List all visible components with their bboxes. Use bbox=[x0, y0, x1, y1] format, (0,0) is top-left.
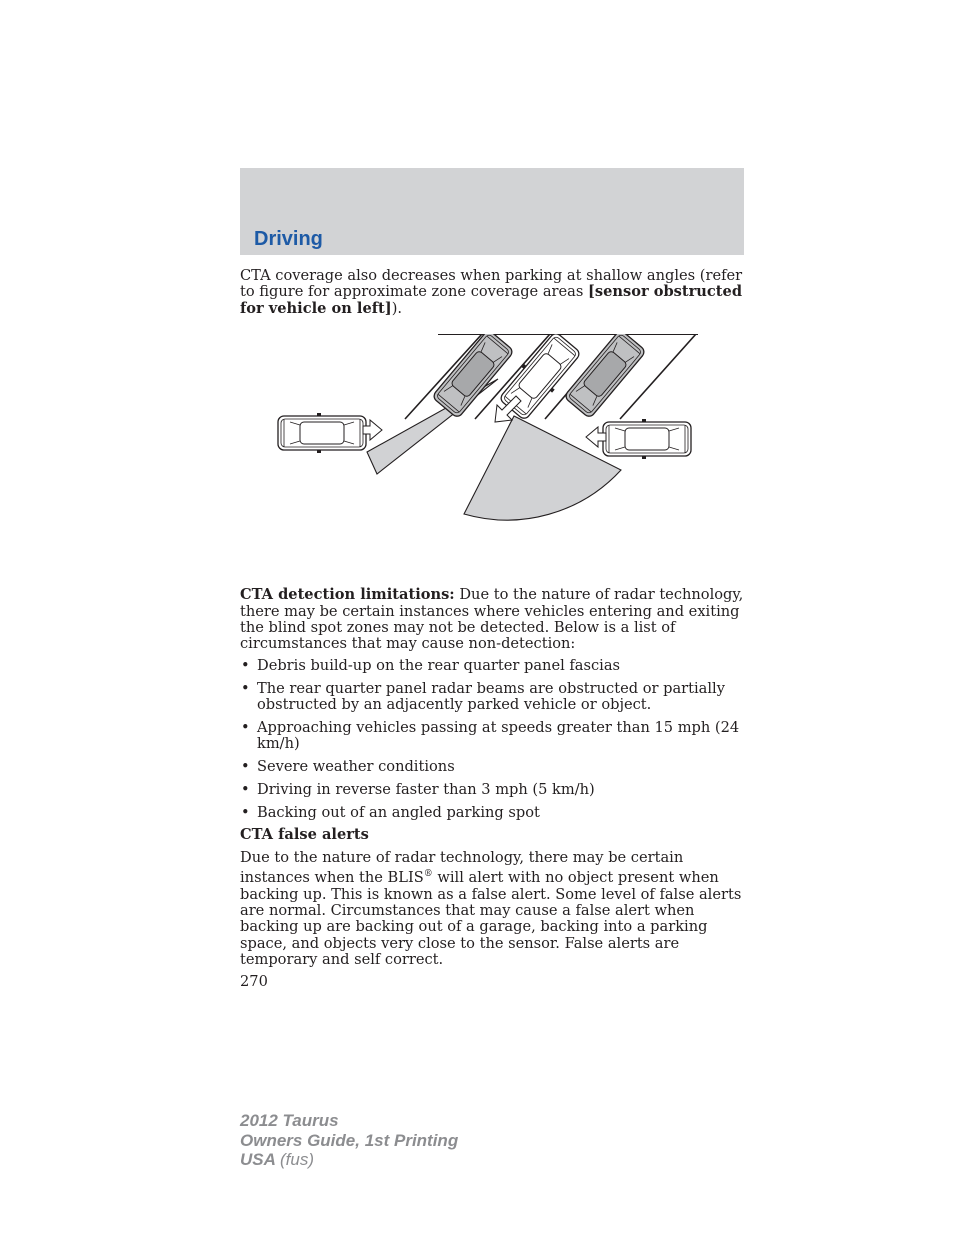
limitations-lead: CTA detection limitations: bbox=[240, 586, 455, 604]
page-number: 270 bbox=[240, 972, 268, 990]
page-content bbox=[240, 268, 744, 990]
intro-bold-text: [sensor obstructed for vehicle on left] bbox=[240, 283, 743, 317]
list-item: • Debris build-up on the rear quarter panel fascias bbox=[240, 658, 744, 674]
footer-region-main: USA bbox=[240, 1150, 276, 1169]
list-item: • The rear quarter panel radar beams are obstructed or partially obstructed by an adjacently parked vehicle or object. bbox=[240, 681, 744, 714]
false-alerts-text-before: Due to the nature of radar technology, there may be certain instances when the BLIS bbox=[240, 848, 684, 887]
limitations-text: Due to the nature of radar technology, there may be certain instances where vehicles entering and exiting the blind spot zones may not be detected. Below is a list of circumstances that may cause non-detection: bbox=[240, 586, 744, 653]
section-title: Driving bbox=[254, 228, 323, 250]
document-footer bbox=[240, 1111, 458, 1170]
footer-region bbox=[240, 1150, 458, 1170]
list-item: • Approaching vehicles passing at speeds greater than 15 mph (24 km/h) bbox=[240, 720, 744, 753]
footer-model: 2012 Taurus bbox=[240, 1111, 339, 1130]
list-item: • Severe weather conditions bbox=[240, 759, 744, 775]
approaching-car-left bbox=[278, 413, 366, 453]
section-header-band bbox=[240, 168, 744, 255]
parked-car-right bbox=[564, 334, 647, 419]
intro-tail: ). bbox=[391, 299, 403, 317]
list-item: • Driving in reverse faster than 3 mph (5 km/h) bbox=[240, 782, 744, 798]
registered-mark: ® bbox=[423, 869, 433, 880]
false-alerts-text-after: will alert with no object present when backing up. This is known as a false alert. Some level of false alerts are normal. Circumstances that may cause a false alert when backing up are backing out of a garage, backing into a parking space, and objects very close to the sensor. False alerts are temporary and self correct. bbox=[240, 869, 742, 969]
list-item: • Backing out of an angled parking spot bbox=[240, 805, 744, 821]
footer-guide: Owners Guide, 1st Printing bbox=[240, 1130, 459, 1150]
detection-limitations-paragraph bbox=[240, 587, 744, 653]
false-alerts-paragraph bbox=[240, 850, 744, 969]
intro-paragraph bbox=[240, 268, 744, 317]
false-alerts-heading: CTA false alerts bbox=[240, 826, 369, 844]
cta-angled-parking-figure bbox=[240, 334, 744, 587]
intro-text: CTA coverage also decreases when parking at shallow angles (refer to figure for approximate zone coverage areas bbox=[240, 267, 743, 301]
approaching-car-right bbox=[603, 419, 691, 459]
footer-region-code: (fus) bbox=[280, 1150, 314, 1169]
cta-diagram bbox=[240, 334, 744, 587]
limitations-list bbox=[240, 658, 744, 821]
